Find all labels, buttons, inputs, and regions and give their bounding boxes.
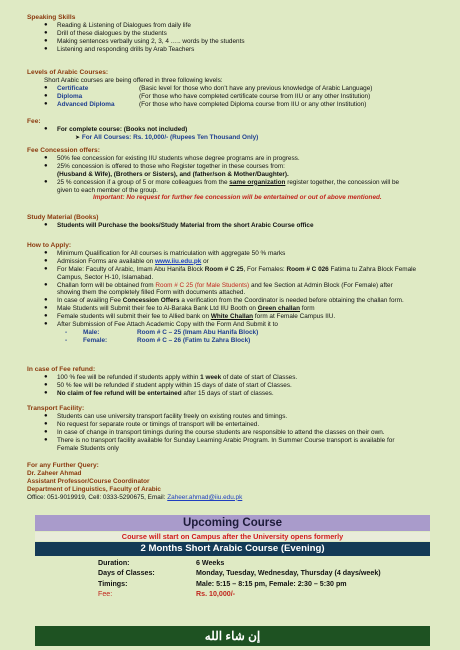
apply-male-row: - Male: Room # C – 25 (Imam Abu Hanifa Block) [65,328,259,336]
list-item: ● 25 % concession if a group of 5 or more colleagues from the same organization register together, the concession will be given to each member of the group. [44,178,400,194]
level-row: ● Advanced Diploma (For those who have completed Diploma course from IIU or any other Institution) [44,100,367,108]
info-row: Duration: 6 Weeks [98,559,225,567]
list-item: ● Students will Purchase the books/Study Material from the short Arabic Course office [44,221,314,229]
apply-heading: How to Apply: [27,242,72,249]
speaking-heading: Speaking Skills [27,14,76,21]
levels-intro: Short Arabic courses are being offered in three following levels: [44,76,223,84]
list-item: ● 50 % fee will be refunded if student apply within 15 days of date of start of Classes. [44,381,292,389]
list-item: ● For complete course: (Books not included) [44,125,188,133]
info-row-fee: Fee: Rs. 10,000/- [98,589,236,598]
fee-heading: Fee: [27,118,41,125]
query-contact: Office: 051-9019919, Cell: 0333-5290675, Email: Zaheer.ahmad@iiu.edu.pk [27,493,243,501]
upcoming-note: Course will start on Campus after the University opens formerly [35,532,430,541]
list-item: ● 25% concession is offered to those who Register together in these courses from: (Husband & Wife), (Brothers or Sisters), and (father/son & Mother/Daughter). [44,162,289,178]
transport-section [27,405,453,452]
list-item: ● Admission Forms are available on www.iiu.edu.pk or [44,257,209,265]
transport-heading: Transport Facility: [27,405,85,412]
query-section [27,462,453,502]
level-row: ● Diploma (For those who have completed certificate course from IIU or any other Institution) [44,92,371,100]
course-info [98,558,438,599]
speaking-section [27,14,453,54]
refund-section [27,366,453,398]
fee-all-row: ➤ For All Courses: Rs. 10,000/- (Rupees Ten Thousand Only) [75,133,259,141]
list-item: ● In case of change in transport timings during the course students are responsible to attend the classes on their own. [44,428,385,436]
info-row: Days of Classes: Monday, Tuesday, Wednesday, Thursday (4 days/week) [98,569,381,578]
list-item: ● Male Students will Submit their fee to Al-Baraka Bank Ltd IIU Booth on Green challan form [44,305,315,313]
list-item: ● Reading & Listening of Dialogues from daily life [44,21,191,29]
list-item: ● 100 % fee will be refunded if students apply within 1 week of date of start of Classes. [44,373,298,381]
apply-section [27,242,453,345]
speaking-list [27,22,453,54]
list-item: ● Drill of these dialogues by the students [44,29,167,37]
arabic-banner [35,626,430,646]
list-item: ● No request for separate route or timings of transport will be entertained. [44,420,260,428]
refund-heading: In case of Fee refund: [27,366,96,373]
list-item: ● 50% fee concession for existing IIU students whose degree programs are in progress. [44,154,300,162]
levels-section [27,69,453,109]
arrow-icon: ➤ [75,134,81,141]
concession-section [27,147,453,202]
arabic-text: إن شاء الله [204,629,261,643]
query-heading: For any Further Query: [27,462,99,469]
levels-list [27,85,453,109]
list-item: ● Making sentences verbally using 2, 3, 4 ….. words by the students [44,37,245,45]
info-row: Timings: Male: 5:15 – 8:15 pm, Female: 2:30 – 5:30 pm [98,579,347,588]
fee-section [27,118,453,143]
concession-important: Important: No request for further fee concession will be entertained or out of above mentioned. [93,194,382,202]
query-title: Assistant Professor/Course Coordinator [27,477,150,485]
list-item: ● There is no transport facility available for Sunday Learning Arabic Program. In Summer Course transport is available for Female Students only [44,436,395,452]
list-item: ● For Male: Faculty of Arabic, Imam Abu Hanifa Block Room # C 25, For Females: Room # C 026 Fatima tu Zahra Block Female Campus, Sector H-10, Islamabad. [44,265,417,281]
upcoming-title: Upcoming Course [35,515,430,531]
email-link[interactable]: Zaheer.ahmad@iiu.edu.pk [167,493,243,501]
list-item: ● No claim of fee refund will be entertained after 15 days of start of classes. [44,389,274,397]
levels-heading: Levels of Arabic Courses: [27,69,109,76]
list-item: ● Students can use university transport facility freely on existing routes and timings. [44,412,288,420]
apply-female-row: - Female: Room # C – 26 (Fatim tu Zahra Block) [65,336,251,344]
query-name: Dr. Zaheer Ahmad [27,469,82,477]
list-item: ● Challan form will be obtained from Room # C 25 (for Male Students) and fee Section at Admin Block (For Female) after showing them the completely filled Form with documents attached. [44,281,393,297]
level-row: ● Certificate (Basic level for those who don’t have any previous knowledge of Arabic Language) [44,84,373,92]
upcoming-course-name: 2 Months Short Arabic Course (Evening) [35,542,430,556]
material-section [27,214,453,230]
list-item: ● Female students will submit their fee to Allied bank on White Challan form at Female Campus IIU. [44,313,336,321]
list-item: ● Minimum Qualification for All courses is matriculation with aggregate 50 % marks [44,249,286,257]
concession-heading: Fee Concession offers: [27,147,100,154]
list-item: ● Listening and responding drills by Arab Teachers [44,45,195,53]
material-heading: Study Material (Books) [27,214,99,221]
website-link[interactable]: www.iiu.edu.pk [155,257,202,265]
query-dept: Department of Linguistics, Faculty of Arabic [27,485,161,493]
list-item: ● After Submission of Fee Attach Academic Copy with the Form And Submit it to [44,321,278,329]
list-item: ● In case of availing Fee Concession Offers a verification from the Coordinator is needed before obtaining the challan form. [44,297,404,305]
